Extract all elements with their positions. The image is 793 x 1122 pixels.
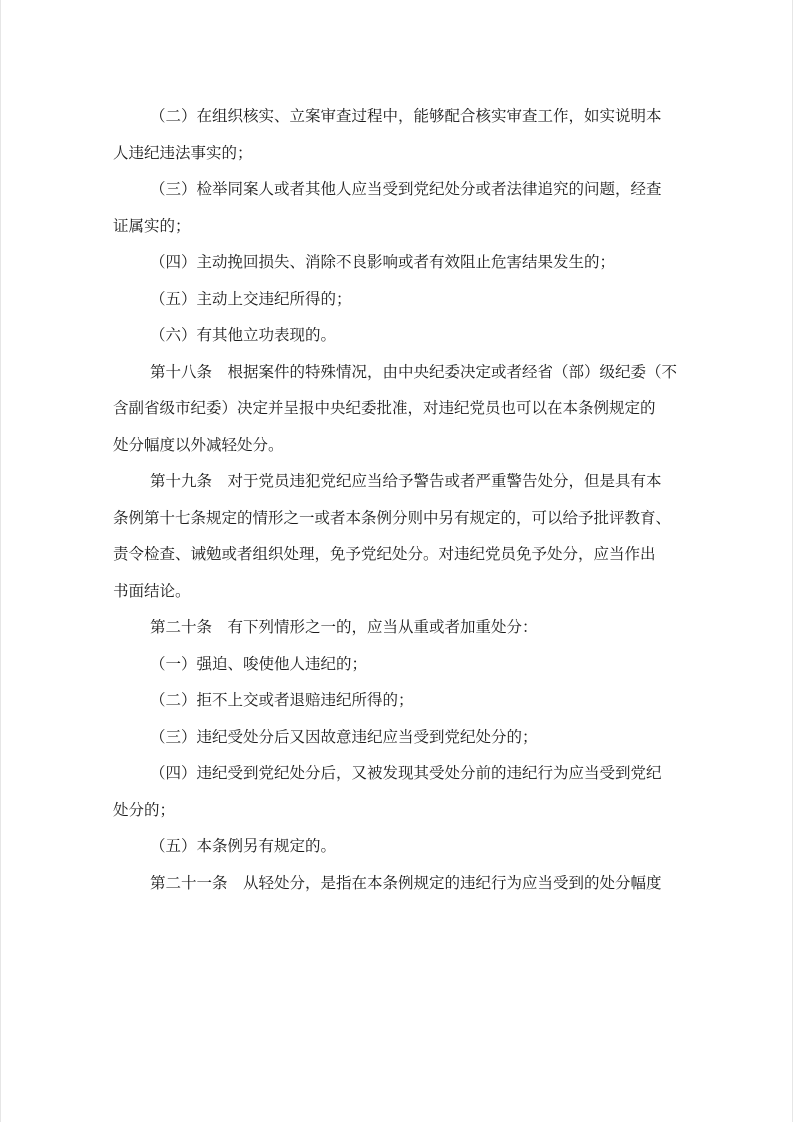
text-line: （六）有其他立功表现的。 <box>150 326 337 344</box>
text-line: （一）强迫、唆使他人违纪的； <box>150 654 368 673</box>
text-line: 第十八条 根据案件的特殊情况，由中央纪委决定或者经省（部）级纪委（不 <box>150 362 678 381</box>
text-line: （五）主动上交违纪所得的； <box>150 289 352 308</box>
text-line: 条例第十七条规定的情形之一或者本条例分则中另有规定的，可以给予批评教育、 <box>113 508 672 527</box>
text-line: （二）拒不上交或者退赔违纪所得的； <box>150 691 414 709</box>
text-line: 责令检查、诫勉或者组织处理，免予党纪处分。对违纪党员免予处分，应当作出 <box>113 545 656 563</box>
text-line: （三）检举同案人或者其他人应当受到党纪处分或者法律追究的问题，经查 <box>150 180 662 198</box>
text-line: 处分的； <box>113 800 176 819</box>
text-line: （四）主动挽回损失、消除不良影响或者有效阻止危害结果发生的； <box>150 253 616 271</box>
text-line: 人违纪违法事实的； <box>113 143 253 162</box>
text-line: 第二十条 有下列情形之一的，应当从重或者加重处分： <box>150 618 538 636</box>
text-line: （三）违纪受处分后又因故意违纪应当受到党纪处分的； <box>150 727 538 746</box>
text-line: （五）本条例另有规定的。 <box>150 837 337 855</box>
text-line: 书面结论。 <box>113 581 191 600</box>
text-line: 处分幅度以外减轻处分。 <box>113 435 284 454</box>
text-line: 第二十一条 从轻处分，是指在本条例规定的违纪行为应当受到的处分幅度 <box>150 873 662 892</box>
text-line: （二）在组织核实、立案审查过程中，能够配合核实审查工作，如实说明本 <box>150 107 662 125</box>
text-line: 第十九条 对于党员违犯党纪应当给予警告或者严重警告处分，但是具有本 <box>150 472 662 490</box>
text-line: 证属实的； <box>113 216 191 235</box>
text-line: （四）违纪受到党纪处分后，又被发现其受处分前的违纪行为应当受到党纪 <box>150 764 662 782</box>
document-body <box>113 98 679 901</box>
text-line: 含副省级市纪委）决定并呈报中央纪委批准，对违纪党员也可以在本条例规定的 <box>113 399 656 417</box>
